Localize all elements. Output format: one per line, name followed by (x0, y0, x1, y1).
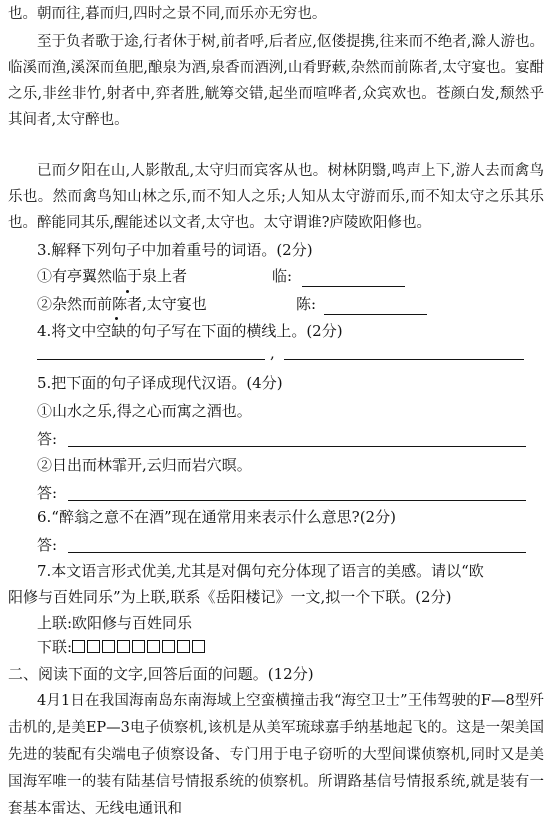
q7-text-line-2: 阳修与百姓同乐”为上联,联系《岳阳楼记》一文,拟一个下联。(2分) (8, 588, 452, 606)
q6-answer-line[interactable] (68, 552, 526, 553)
q4-comma: , (270, 344, 275, 362)
q3-answer-line-2[interactable] (324, 314, 427, 315)
q7-answer-boxes[interactable] (72, 638, 207, 656)
q4-title: 4.将文中空缺的句子写在下面的横线上。(2分) (37, 322, 343, 340)
q5-answer-label-2: 答: (37, 484, 58, 502)
answer-box[interactable] (72, 640, 85, 653)
q5-item-1: ①山水之乐,得之心而寓之酒也。 (37, 402, 252, 420)
answer-box[interactable] (87, 640, 100, 653)
answer-box[interactable] (162, 640, 175, 653)
q4-answer-line-2[interactable] (284, 359, 524, 360)
q3-item-2: ②杂然而前陈者,太守宴也 (37, 295, 207, 313)
q5-answer-line-2[interactable] (68, 500, 526, 501)
q5-answer-line-1[interactable] (68, 446, 526, 447)
q5-item-2: ②日出而林霏开,云归而岩穴暝。 (37, 456, 252, 474)
answer-box[interactable] (117, 640, 130, 653)
q6-title: 6.“醉翁之意不在酒”现在通常用来表示什么意思?(2分) (37, 508, 396, 526)
passage-paragraph-3: 已而夕阳在山,人影散乱,太守归而宾客从也。树林阴翳,鸣声上下,游人去而禽鸟乐也。然而禽鸟知山林之乐,而不知人之乐;人知从太守游而乐,而不知太守之乐其乐也。醉能同其乐,醒能述以文者,太守也。太守谓谁?庐陵欧阳修也。 (8, 163, 544, 231)
q5-title: 5.把下面的句子译成现代汉语。(4分) (37, 374, 283, 392)
answer-box[interactable] (192, 640, 205, 653)
passage-paragraph-2: 至于负者歌于途,行者休于树,前者呼,后者应,伛偻提携,往来而不绝者,滁人游也。临溪而渔,溪深而鱼肥,酿泉为酒,泉香而酒洌,山肴野蔌,杂然而前陈者,太守宴也。宴酣之乐,非丝非竹,射者中,弈者胜,觥筹交错,起坐而喧哗者,众宾欢也。苍颜白发,颓然乎其间者,太守醉也。 (8, 34, 544, 128)
q7-lower-couplet (37, 634, 207, 660)
answer-box[interactable] (147, 640, 160, 653)
passage-line-1: 也。朝而往,暮而归,四时之景不同,而乐亦无穷也。 (8, 6, 327, 22)
q3-label-lin: 临: (272, 267, 293, 285)
section2-text: 4月1日在我国海南岛东南海域上空蛮横撞击我“海空卫士”王伟驾驶的F—8型歼击机的,是美EP—3电子侦察机,该机是从美军琉球嘉手纳基地起飞的。这是一架美国先进的装配有尖端电子侦察设备、专门用于电子窃听的大型间谍侦察机,同时又是美国海军唯一的装有陆基信号情报系统的侦察机。所谓路基信号情报系统,就是装有一套基本雷达、无线电通讯和 (8, 693, 544, 817)
q5-answer-label-1: 答: (37, 430, 58, 448)
answer-box[interactable] (102, 640, 115, 653)
q3-title: 3.解释下列句子中加着重号的词语。(2分) (37, 241, 313, 259)
q7-upper-couplet: 上联:欧阳修与百姓同乐 (37, 614, 193, 632)
section2-heading: 二、阅读下面的文字,回答后面的问题。(12分) (8, 665, 314, 683)
q3-answer-line-1[interactable] (302, 286, 405, 287)
q6-answer-label: 答: (37, 536, 58, 554)
q7-text-line-1: 7.本文语言形式优美,尤其是对偶句充分体现了语言的美感。请以“欧 (37, 562, 484, 580)
q7-lower-label: 下联: (37, 638, 73, 656)
answer-box[interactable] (132, 640, 145, 653)
answer-box[interactable] (177, 640, 190, 653)
q4-answer-line-1[interactable] (37, 359, 265, 360)
q3-label-chen: 陈: (296, 295, 317, 313)
q3-item-1: ①有亭翼然临于泉上者 (37, 267, 188, 285)
